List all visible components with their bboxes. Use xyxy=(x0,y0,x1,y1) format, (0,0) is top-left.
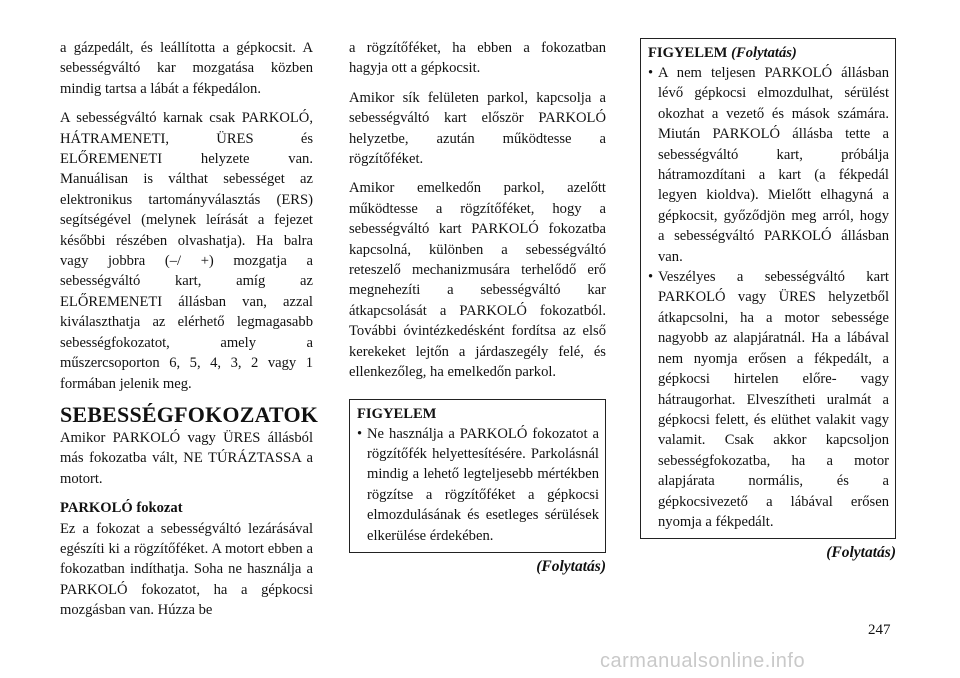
column-left xyxy=(60,38,319,630)
warning-title-text: FIGYELEM xyxy=(648,45,728,61)
warning-title xyxy=(648,43,889,63)
bullet-marker: • xyxy=(648,65,654,81)
bullet-marker: • xyxy=(357,425,363,442)
continued-label: (Folytatás) xyxy=(826,544,896,562)
paragraph: a rögzítőféket, ha ebben a fokozatban hagyja ott a gépkocsit. xyxy=(349,40,606,77)
continued-label: (Folytatás) xyxy=(536,557,606,575)
column-middle xyxy=(349,38,606,577)
watermark: carmanualsonline.info xyxy=(600,650,806,672)
warning-bullet xyxy=(648,267,889,532)
warning-box xyxy=(349,399,606,553)
warning-bullet xyxy=(357,424,599,546)
warning-text: Veszélyes a sebességváltó kart PARKOLÓ vagy ÜRES helyzetből átkapcsolni, ha a motor sebessége nagyobb az alapjáratnál. Ha a lábával nem nyomja erősen a fékpedált, a gépkocsi hirtelen előre- vagy hátraugorhat. Elveszítheti uralmát a gépkocsi felett, és elüthet valakit vagy valamit. Csak akkor kapcsoljon sebességfokozatba, ha a motor alapjárata normális, és a gépkocsivezető a lábával erősen nyomja a fékpedált. xyxy=(658,269,889,530)
paragraph: Ez a fokozat a sebességváltó lezárásával egészíti ki a rögzítőféket. A motort ebben a fokozatban indíthatja. Soha ne használja a PARKOLÓ fokozatot, ha a gépkocsi mozgásban van. Húzza be xyxy=(60,520,313,619)
paragraph: a gázpedált, és leállította a gépkocsit. A sebességváltó kar mozgatása közben mindig tartsa a lábát a fékpedálon. xyxy=(60,40,313,97)
column-right xyxy=(640,38,896,564)
paragraph: Amikor sík felületen parkol, kapcsolja a sebességváltó kart először PARKOLÓ helyzetbe, azután működtesse a rögzítőféket. xyxy=(349,89,606,168)
warning-text: Ne használja a PARKOLÓ fokozatot a rögzítőfék helyettesítésére. Parkolásnál mindig a lehető legteljesebb mértékben rögzítse a rögzítőféket a gépkocsi elmozdulásának és esetleges sérülések elkerülése érdekében. xyxy=(367,425,599,544)
warning-title: FIGYELEM xyxy=(357,405,437,422)
paragraph: A sebességváltó karnak csak PARKOLÓ, HÁTRAMENETI, ÜRES és ELŐREMENETI helyzete van. Manuálisan is válthat sebességet az elektronikus tartományválasztás (ERS) segítségével (melynek leírását a fejezet későbbi részében olvashatja). Ha balra vagy jobbra (–/ +) mozgatja a sebességváltó kart, amíg az ELŐREMENETI állásban van, azzal kiválaszthatja az elérhető legmagasabb sebességfokozatot, amely a műszercsoporton 6, 5, 4, 3, 2 vagy 1 formában jelenik meg. xyxy=(60,110,313,392)
paragraph: Amikor PARKOLÓ vagy ÜRES állásból más fokozatba vált, NE TÚRÁZTASSA a motort. xyxy=(60,429,313,487)
warning-text: A nem teljesen PARKOLÓ állásban lévő gépkocsi elmozdulhat, sérülést okozhat a vezető és mások számára. Miután PARKOLÓ állásba tette a sebességváltó kart, próbálja hátramozdítani a kart (a fékpedál legyen kioldva). Mielőtt elhagyná a gépkocsit, győződjön meg arról, hogy a sebességváltó PARKOLÓ állásban van. xyxy=(658,65,889,265)
subsection-heading: PARKOLÓ fokozat xyxy=(60,500,183,517)
warning-box-continued xyxy=(640,38,896,539)
warning-title-continued: (Folytatás) xyxy=(731,45,797,61)
paragraph: Amikor emelkedőn parkol, azelőtt működtesse a rögzítőféket, hogy a sebességváltó kart PARKOLÓ fokozatba kapcsolná, különben a sebességváltó reteszelő mechanizmusára terhelődő erő megnehezíti a sebességváltó kar átkapcsolását a PARKOLÓ fokozatból. További óvintézkedésként fordítsa az első kerekeket lejtőn a járdaszegély felé, és ellenkezőleg, ha emelkedőn parkol. xyxy=(349,180,606,381)
page-number: 247 xyxy=(868,622,891,638)
bullet-marker: • xyxy=(648,269,654,286)
warning-bullet xyxy=(648,63,889,267)
section-heading: SEBESSÉGFOKOZATOK xyxy=(60,401,319,427)
